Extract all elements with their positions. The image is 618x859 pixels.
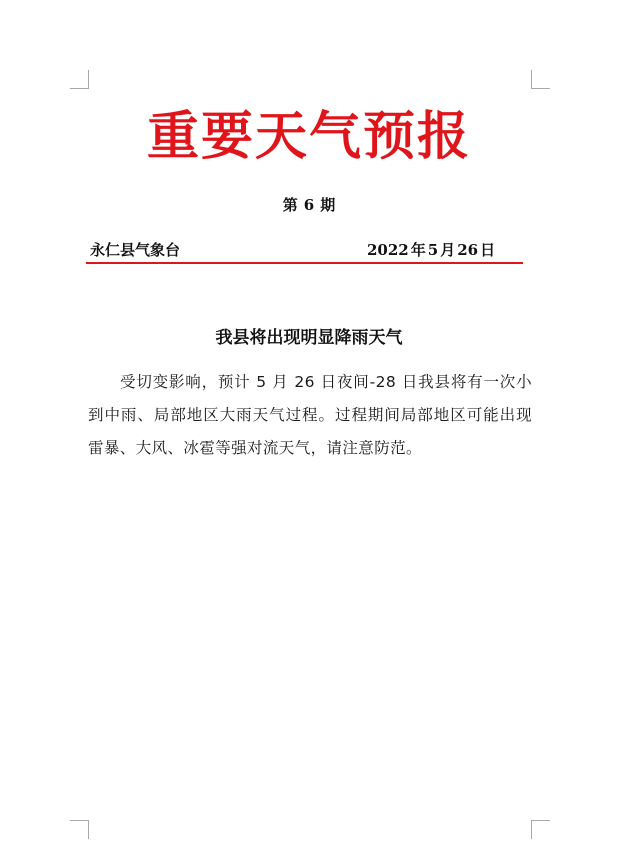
crop-mark-top-right xyxy=(531,70,550,89)
date-month: 5 xyxy=(427,241,439,259)
issue-prefix: 第 xyxy=(282,196,298,214)
crop-mark-bottom-left xyxy=(70,820,89,839)
issue-value: 6 xyxy=(303,196,315,214)
publisher: 永仁县气象台 xyxy=(90,241,181,259)
headline: 我县将出现明显降雨天气 xyxy=(215,328,403,348)
red-divider xyxy=(86,262,523,264)
crop-mark-bottom-right xyxy=(531,820,550,839)
date-day: 26 xyxy=(457,241,479,259)
issue-number xyxy=(0,194,618,216)
masthead-title: 重要天气预报 xyxy=(146,106,471,167)
body-paragraph: 受切变影响，预计 5 月 26 日夜间-28 日我县将有一次小到中雨、局部地区大雨天气过程。过程期间局部地区可能出现雷暴、大风、冰雹等强对流天气，请注意防范。 xyxy=(88,373,532,457)
date-year: 2022 xyxy=(367,241,409,259)
publish-date xyxy=(367,240,497,260)
date-day-label: 日 xyxy=(480,241,496,259)
date-year-label: 年 xyxy=(410,241,426,259)
issue-suffix: 期 xyxy=(320,196,336,214)
crop-mark-top-left xyxy=(70,70,89,89)
date-month-label: 月 xyxy=(440,241,456,259)
